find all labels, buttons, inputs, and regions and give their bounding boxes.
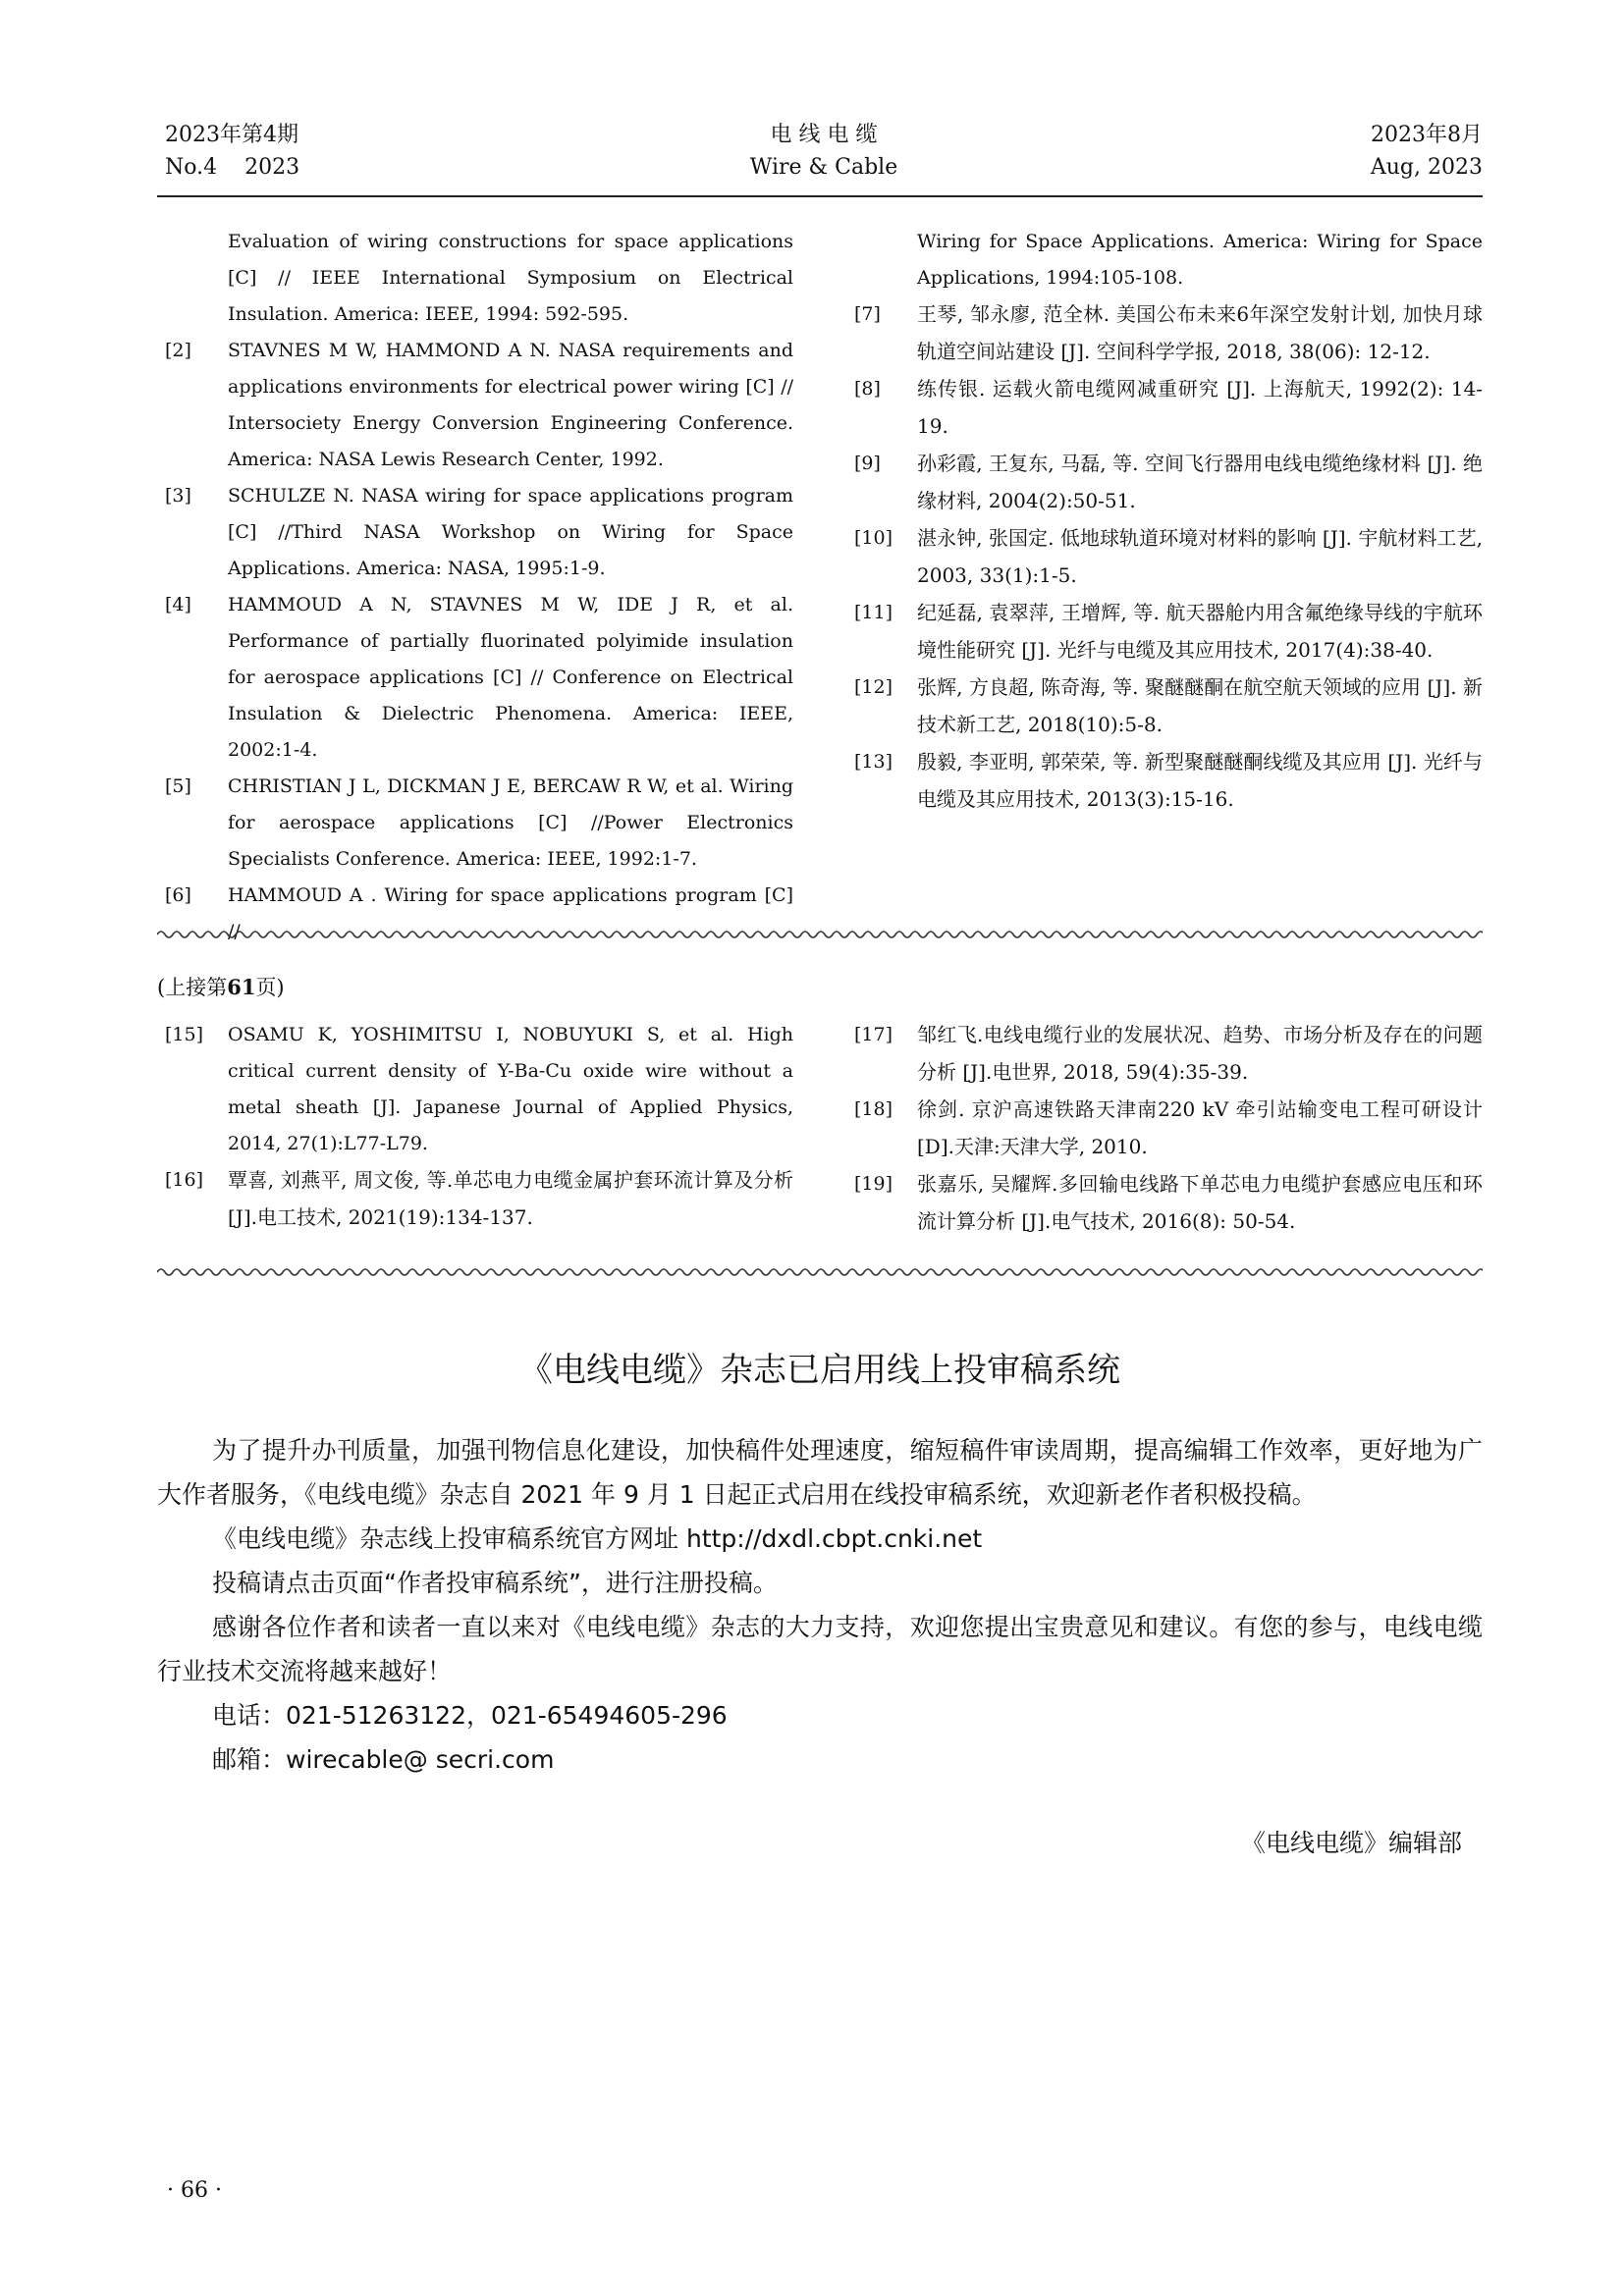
- reference-number: [4]: [165, 594, 191, 615]
- issue-en: No.4 2023: [165, 155, 300, 180]
- reference-entry: [165, 1162, 793, 1237]
- header-row-cn: [165, 118, 1483, 147]
- reference-text: 覃喜, 刘燕平, 周文俊, 等.单芯电力电缆金属护套环流计算及分析 [J].电工技术, 2021(19):134-137.: [228, 1168, 793, 1229]
- reference-number: [11]: [854, 602, 893, 623]
- reference-entry: [854, 744, 1483, 819]
- reference-number: [3]: [165, 485, 191, 507]
- wavy-divider-bottom: [157, 1266, 1483, 1278]
- reference-text: 练传银. 运载火箭电缆网减重研究 [J]. 上海航天, 1992(2): 14-19.: [917, 377, 1483, 438]
- reference-entry: [854, 595, 1483, 669]
- references-mid-left: [165, 1017, 793, 1237]
- reference-entry: [165, 224, 793, 333]
- reference-text: 孙彩霞, 王复东, 马磊, 等. 空间飞行器用电线电缆绝缘材料 [J]. 绝缘材料, 2004(2):50-51.: [917, 452, 1483, 512]
- reference-entry: [165, 769, 793, 878]
- reference-number: [17]: [854, 1024, 893, 1045]
- reference-text: 殷毅, 李亚明, 郭荣荣, 等. 新型聚醚醚酮线缆及其应用 [J]. 光纤与电缆及其应用技术, 2013(3):15-16.: [917, 750, 1483, 811]
- reference-number: [13]: [854, 751, 893, 773]
- reference-text: Wiring for Space Applications. America: Wiring for Space Applications, 1994:105-108.: [917, 231, 1483, 289]
- reference-entry: [854, 296, 1483, 371]
- issue-cn: 2023年第4期: [165, 123, 298, 147]
- reference-number: [7]: [854, 303, 881, 325]
- reference-text: STAVNES M W, HAMMOND A N. NASA requirements and applications environments for electrical power wiring [C] // Intersociety Energy Conversion Engineering Conference. America: NASA Lewis Research Center, 1992.: [228, 340, 793, 470]
- wavy-divider-top: [157, 929, 1483, 940]
- journal-name-en: Wire & Cable: [749, 155, 898, 180]
- reference-entry: [854, 1017, 1483, 1092]
- date-en: Aug, 2023: [1370, 155, 1483, 180]
- page-number: · 66 ·: [167, 2178, 222, 2203]
- continued-page: 61: [227, 975, 256, 999]
- reference-text: Evaluation of wiring constructions for space applications [C] // IEEE International Symposium on Electrical Insulation. America: IEEE, 1994: 592-595.: [228, 231, 793, 325]
- reference-number: [8]: [854, 378, 881, 400]
- reference-number: [16]: [165, 1169, 204, 1191]
- header-rule: [157, 195, 1483, 197]
- notice-phone: 电话：021-51263122，021-65494605-296: [212, 1701, 728, 1730]
- continued-suffix: 页): [255, 976, 285, 999]
- reference-entry: [854, 1166, 1483, 1241]
- reference-text: 徐剑. 京沪高速铁路天津南220 kV 牵引站输变电工程可研设计 [D].天津:天津大学, 2010.: [917, 1097, 1483, 1158]
- reference-entry: [165, 333, 793, 478]
- reference-text: OSAMU K, YOSHIMITSU I, NOBUYUKI S, et al. High critical current density of Y-Ba-Cu oxide wire without a metal sheath [J]. Japanese Journal of Applied Physics, 2014, 27(1):L77-L79.: [228, 1024, 793, 1154]
- reference-text: 湛永钟, 张国定. 低地球轨道环境对材料的影响 [J]. 宇航材料工艺, 2003, 33(1):1-5.: [917, 526, 1483, 587]
- reference-number: [19]: [854, 1173, 893, 1195]
- editorial-signature: 《电线电缆》编辑部: [1240, 1829, 1462, 1857]
- notice-email: 邮箱：wirecable@ secri.com: [212, 1745, 555, 1774]
- references-top-right: [854, 224, 1483, 819]
- reference-text: HAMMOUD A N, STAVNES M W, IDE J R, et al. Performance of partially fluorinated polyimide insulation for aerospace applications [C] // Conference on Electrical Insulation & Dielectric Phenomena. America: IEEE, 2002:1-4.: [228, 594, 793, 761]
- reference-entry: [854, 224, 1483, 296]
- notice-paragraph-1: 为了提升办刊质量，加强刊物信息化建设，加快稿件处理速度，缩短稿件审读周期，提高编辑工作效率，更好地为广大作者服务，《电线电缆》杂志自 2021 年 9 月 1 日起正式启用在线投审稿系统，欢迎新老作者积极投稿。: [157, 1436, 1483, 1509]
- continued-label: (上接第: [157, 976, 228, 999]
- notice-body: [157, 1428, 1483, 1782]
- reference-text: 王琴, 邹永廖, 范全林. 美国公布未来6年深空发射计划, 加快月球轨道空间站建设 [J]. 空间科学学报, 2018, 38(06): 12-12.: [917, 302, 1483, 363]
- reference-entry: [854, 371, 1483, 446]
- continued-from-note: [157, 972, 285, 1001]
- notice-title: 《电线电缆》杂志已启用线上投审稿系统: [519, 1351, 1120, 1390]
- reference-number: [2]: [165, 340, 191, 361]
- reference-text: 纪延磊, 袁翠萍, 王增辉, 等. 航天器舱内用含氟绝缘导线的宇航环境性能研究 [J]. 光纤与电缆及其应用技术, 2017(4):38-40.: [917, 601, 1483, 662]
- reference-entry: [165, 587, 793, 769]
- reference-entry: [854, 446, 1483, 520]
- reference-text: SCHULZE N. NASA wiring for space applications program [C] //Third NASA Workshop on Wiring for Space Applications. America: NASA, 1995:1-9.: [228, 485, 793, 579]
- notice-paragraph-submit: 投稿请点击页面“作者投审稿系统”，进行注册投稿。: [212, 1569, 778, 1597]
- reference-text: 邹红飞.电线电缆行业的发展状况、趋势、市场分析及存在的问题分析 [J].电世界, 2018, 59(4):35-39.: [917, 1023, 1483, 1084]
- reference-entry: [165, 478, 793, 587]
- reference-number: [5]: [165, 775, 191, 797]
- reference-number: [18]: [854, 1098, 893, 1120]
- journal-name-cn: 电 线 电 缆: [770, 123, 878, 147]
- reference-text: HAMMOUD A . Wiring for space applications program [C] //: [228, 884, 793, 942]
- reference-entry: [854, 520, 1483, 595]
- reference-number: [15]: [165, 1024, 204, 1045]
- date-cn: 2023年8月: [1371, 123, 1483, 147]
- reference-number: [12]: [854, 676, 893, 698]
- reference-number: [9]: [854, 453, 881, 474]
- references-top-left: [165, 224, 793, 950]
- reference-entry: [854, 669, 1483, 744]
- reference-text: 张辉, 方良超, 陈奇海, 等. 聚醚醚酮在航空航天领域的应用 [J]. 新技术新工艺, 2018(10):5-8.: [917, 675, 1483, 736]
- reference-number: [6]: [165, 884, 191, 906]
- references-mid-right: [854, 1017, 1483, 1241]
- reference-text: 张嘉乐, 吴耀辉.多回输电线路下单芯电力电缆护套感应电压和环流计算分析 [J].电气技术, 2016(8): 50-54.: [917, 1172, 1483, 1233]
- header-row-en: [165, 155, 1483, 185]
- reference-number: [10]: [854, 527, 893, 549]
- notice-paragraph-thanks: 感谢各位作者和读者一直以来对《电线电缆》杂志的大力支持，欢迎您提出宝贵意见和建议。有您的参与，电线电缆行业技术交流将越来越好！: [157, 1613, 1483, 1685]
- notice-paragraph-url: 《电线电缆》杂志线上投审稿系统官方网址 http://dxdl.cbpt.cnki.net: [212, 1524, 983, 1553]
- reference-text: CHRISTIAN J L, DICKMAN J E, BERCAW R W, et al. Wiring for aerospace applications [C] //Power Electronics Specialists Conference. America: IEEE, 1992:1-7.: [228, 775, 793, 870]
- reference-entry: [854, 1092, 1483, 1166]
- reference-entry: [165, 1017, 793, 1162]
